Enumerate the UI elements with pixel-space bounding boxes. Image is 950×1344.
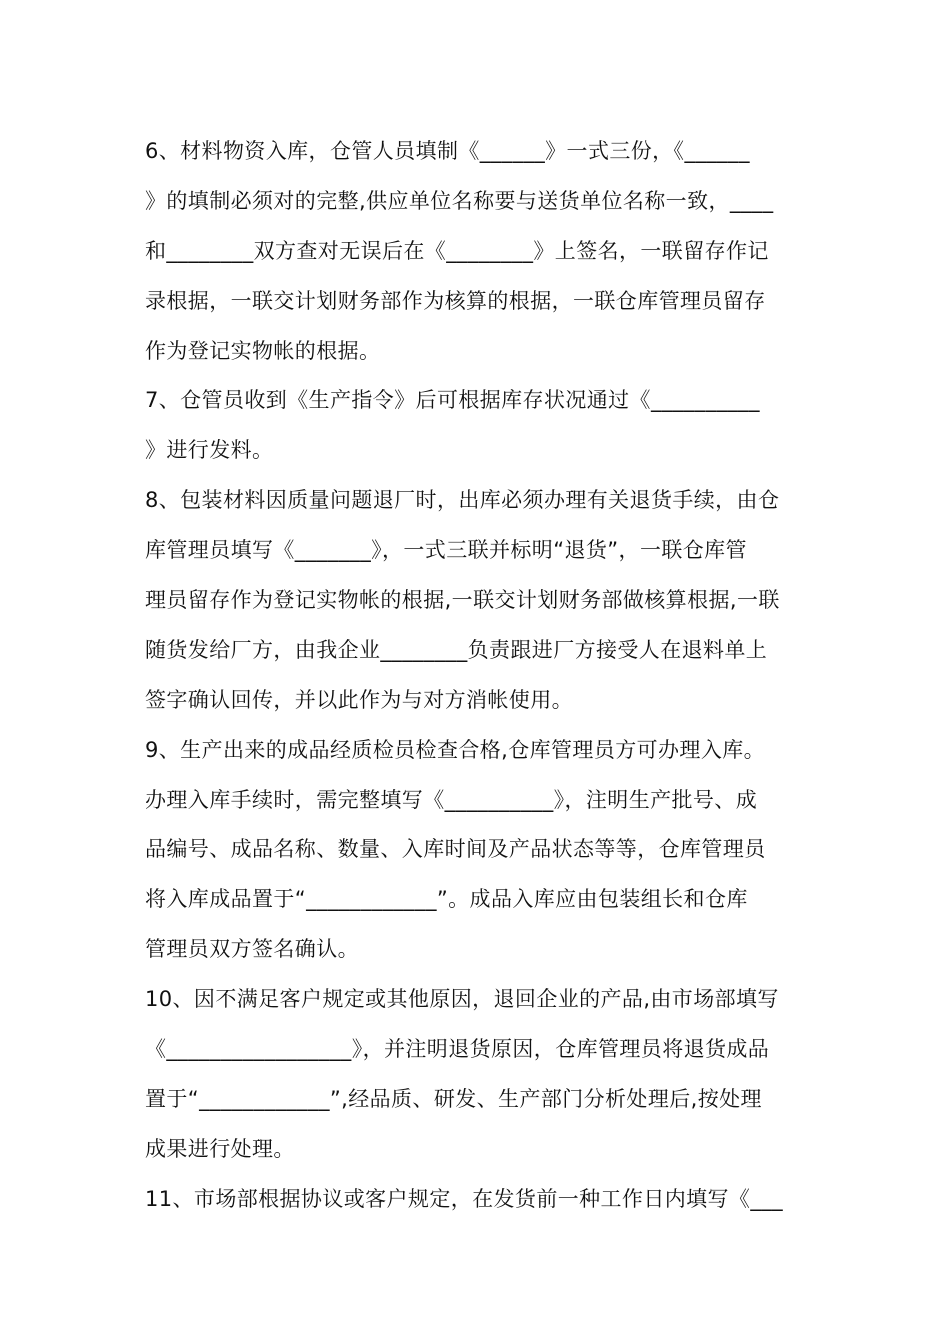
paragraph-line: 11、市场部根据协议或客户规定，在发货前一种工作日内填写《___ <box>145 1187 784 1211</box>
paragraph-line: 成果进行处理。 <box>145 1137 295 1161</box>
paragraph-line: 》的填制必须对的完整,供应单位名称要与送货单位名称一致，____ <box>145 189 774 213</box>
paragraph-line: 》进行发料。 <box>145 438 274 462</box>
paragraph-line: 签字确认回传，并以此作为与对方消帐使用。 <box>145 688 573 712</box>
paragraph-line: 《_________________》，并注明退货原因，仓库管理员将退货成品 <box>145 1037 770 1061</box>
paragraph-line: 10、因不满足客户规定或其他原因，退回企业的产品,由市场部填写 <box>145 987 779 1011</box>
paragraph-line: 管理员双方签名确认。 <box>145 937 359 961</box>
paragraph-line: 6、材料物资入库，仓管人员填制《______》一式三份，《______ <box>145 139 750 163</box>
paragraph-line: 将入库成品置于“____________”。成品入库应由包装组长和仓库 <box>145 887 748 911</box>
paragraph-line: 品编号、成品名称、数量、入库时间及产品状态等等，仓库管理员 <box>145 837 766 861</box>
paragraph-line: 8、包装材料因质量问题退厂时，出库必须办理有关退货手续，由仓 <box>145 488 780 512</box>
paragraph-line: 录根据，一联交计划财务部作为核算的根据，一联仓库管理员留存 <box>145 289 766 313</box>
paragraph-line: 7、仓管员收到《生产指令》后可根据库存状况通过《__________ <box>145 388 760 412</box>
paragraph-line: 随货发给厂方，由我企业________负责跟进厂方接受人在退料单上 <box>145 638 768 662</box>
paragraph-line: 和________双方查对无误后在《________》上签名，一联留存作记 <box>145 239 769 263</box>
paragraph-line: 置于“____________”,经品质、研发、生产部门分析处理后,按处理 <box>145 1087 762 1111</box>
paragraph-line: 库管理员填写《_______》，一式三联并标明“退货”，一联仓库管 <box>145 538 747 562</box>
paragraph-line: 办理入库手续时，需完整填写《__________》，注明生产批号、成 <box>145 788 758 812</box>
paragraph-line: 理员留存作为登记实物帐的根据,一联交计划财务部做核算根据,一联 <box>145 588 780 612</box>
paragraph-line: 作为登记实物帐的根据。 <box>145 339 381 363</box>
paragraph-line: 9、生产出来的成品经质检员检查合格,仓库管理员方可办理入库。 <box>145 738 766 762</box>
